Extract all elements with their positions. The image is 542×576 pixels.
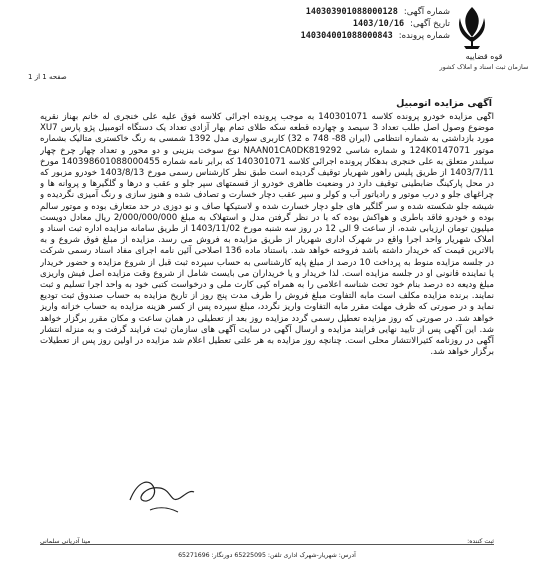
org-title: قوه قضاییه	[465, 52, 503, 61]
ad-body-paragraph: آگهی مزایده خودرو پرونده کلاسه 140301071 به موجب پرونده اجرائی کلاسه فوق علیه علی خنجری له خانم بهناز نقرپه موضوع وصول اصل طلب تعداد 3 سیصد و چهارده قطعه سکه طلای تمام بهار آزادی تعداد یک دستگاه اتومبیل پژو پارس XU7 مورد بازداشتی به شماره انتظامی (ایران 88- 748 ه 32) کاربری سواری مدل 1392 شمسی به رنگ خاکستری متالیک بشماره موتور 124K0147071 و شماره شاسی NAAN01CA0DK819292 نوع سوخت بنزینی و دو محور و تعداد چهار چرخ چهار سیلندر متعلق به علی خنجری بدهکار پرونده اجرائی کلاسه 140301071 که برابر نامه شماره 140398601088000455 مورخ 1403/7/11 از طریق پلیس راهور شهریار توقیف گردیده است طبق نظر کارشناس رسمی مورخ 1403/8/13 خودرو مزبور که در محل پارکینگ ضابطینی توقیف دارد در وضعیت ظاهری خودرو از قسمتهای سپر جلو و عقب و درها و گلگیرها و پروانه ها و چراغهای جلو و درب موتور و رادیاتور آب و کولر و سپر عقب دچار خسارت و تصادف شده و هنوز سازی و رنگ آمیزی نگردیده و شیشه جلو شکسته شده و سر گلگیر های جلو دچار خسارت شده و لاستیکها صاف و نو دوزی در حد متعارف بوده و موتور سالم بوده و خودرو فاقد باطری و هواکش بوده که با در نظر گرفتن مدل و استهلاک به مبلغ 2/000/000/000 ریال معادل دویست میلیون تومان ارزیابی شده، از ساعت 9 الی 12 در روز سه شنبه مورخ 1403/11/02 از طریق سامانه مزایده اداره ثبت اسناد و املاک شهریار واحد اجرا واقع در شهرک اداری شهریار از طریق مزایده به فروش می رسد. مزایده از مبلغ فوق شروع و به بالاترین قیمت که خریدار داشته باشد فروخته خواهد شد. باستناد ماده 136 اصلاحی آئین نامه اجرای مفاد اسناد رسمی شرکت در جلسه مزایده منوط به پرداخت 10 درصد از مبلغ پایه کارشناسی به حساب سپرده ثبت قبل از شروع مزایده و حضور خریدار یا نماینده قانونی او در جلسه مزایده است. لذا خریدار و یا خریداران می بایست شامل از شروع وقت مزایده اصل فیش واریزی مبلغ ودیعه ده درصد بنام خود تحت شناسه اعلامی را به همراه کپی کارت ملی و درخواست کتبی خود به واحد اجرا تسلیم و ثبت نمایند. برنده مزایده مکلف است مابه التفاوت مبلغ فروش را ظرف مدت پنج روز از تاریخ مزایده به حساب صندوق ثبت تودیع نماید و در صورتی که ظرف مهلت مقرر مابه التفاوت واریز نگردد، مبلغ سپرده پس از کسر هزینه مزایده به حساب خزانه واریز خواهد شد. در صورتی که روز مزایده تعطیل رسمی گردد مزایده روز بعد از تعطیلی در همان ساعت و مکان مقرر برگزار خواهد شد. این آگهی پس از تایید نهایی فرایند مزایده و ارسال آگهی در سایت آگهی های سازمان ثبت فرایند گرفت و به منزله انتشار آگهی در روزنامه کثیرالانتشار محلی است. چنانچه روز مزایده به هر علتی تعطیل اعلام شد مزایده در اولین روز پس از تعطیلات برگزار خواهد شد.	[40, 112, 494, 358]
page-number: صفحه 1 از 1	[28, 73, 67, 81]
meta-label: شماره آگهی:	[403, 7, 450, 17]
signature-icon	[120, 470, 200, 522]
footer-signer-line	[40, 538, 494, 546]
org-subtitle: سازمان ثبت اسناد و املاک کشور	[439, 63, 529, 71]
signer-name: مینا آدریانی سلمانی	[40, 538, 91, 545]
meta-row-ad-number	[230, 6, 450, 18]
signer-label: ثبت کننده:	[467, 538, 494, 545]
ad-title: آگهی مزایده اتومبیل	[396, 98, 492, 109]
footer	[40, 538, 494, 560]
ad-body	[40, 112, 494, 472]
meta-value: 1403/10/16	[352, 19, 405, 29]
meta-label: شماره پرونده:	[398, 31, 450, 41]
meta-row-case-number	[230, 30, 450, 42]
iran-emblem-icon	[452, 4, 492, 50]
meta-value: 140303901088000128	[305, 7, 398, 17]
meta-row-ad-date	[230, 18, 450, 30]
ad-meta	[230, 6, 450, 42]
footer-address: آدرس: شهریار-شهرک اداری تلفن: 65225095 دورنگار: 65271696	[178, 552, 356, 559]
meta-label: تاریخ آگهی:	[410, 19, 450, 29]
meta-value: 140304001088000843	[300, 31, 393, 41]
